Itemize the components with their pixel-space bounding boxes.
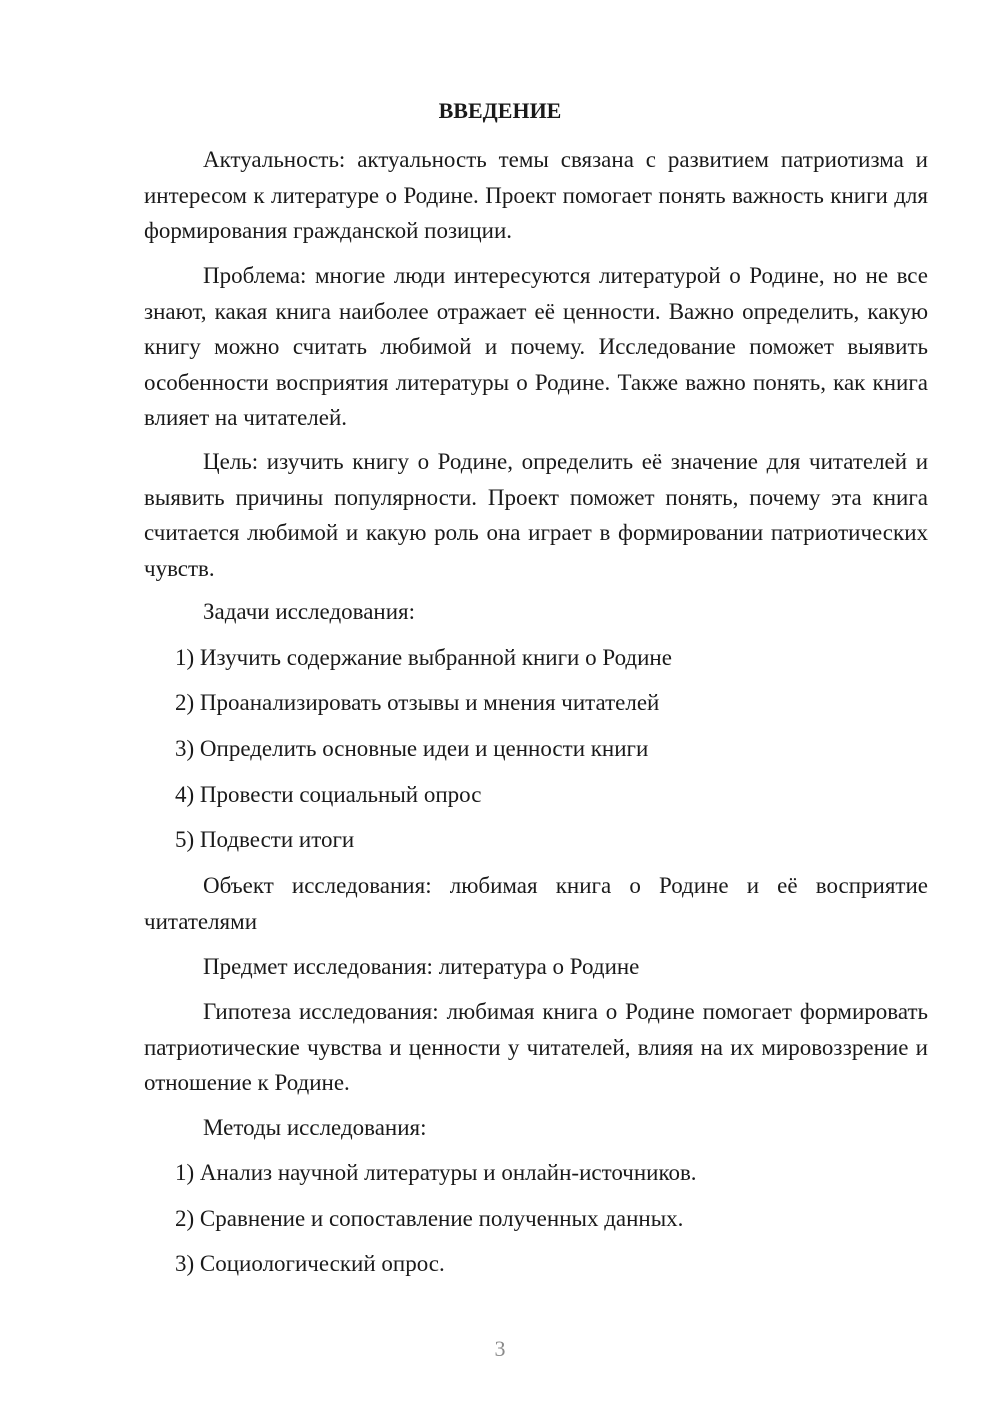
section-heading: ВВЕДЕНИЕ	[438, 98, 562, 123]
goal-paragraph: Цель: изучить книгу о Родине, определить её значение для читателей и выявить причины популярности. Проект поможет понять, почему эта книга считается любимой и какую роль она играет в формировании патриотических чувств.	[144, 449, 928, 581]
methods-title: Методы исследования:	[203, 1115, 427, 1140]
problem-paragraph: Проблема: многие люди интересуются литературой о Родине, но не все знают, какая книга наиболее отражает её ценности. Важно определить, какую книгу можно считать любимой и почему. Исследование поможет выявить особенности восприятия литературы о Родине. Также важно понять, как книга влияет на читателей.	[144, 263, 928, 430]
task-item: 5) Подвести итоги	[175, 827, 355, 852]
hypothesis-paragraph: Гипотеза исследования: любимая книга о Родине помогает формировать патриотические чувства и ценности у читателей, влияя на их мировоззрение и отношение к Родине.	[144, 999, 928, 1095]
task-item: 3) Определить основные идеи и ценности книги	[175, 736, 649, 761]
method-item: 2) Сравнение и сопоставление полученных данных.	[175, 1206, 684, 1231]
object-paragraph: Объект исследования: любимая книга о Родине и её восприятие читателями	[144, 873, 928, 934]
tasks-title: Задачи исследования:	[203, 599, 416, 624]
task-item: 2) Проанализировать отзывы и мнения читателей	[175, 690, 660, 715]
method-item: 1) Анализ научной литературы и онлайн-источников.	[175, 1160, 697, 1185]
task-item: 1) Изучить содержание выбранной книги о Родине	[175, 645, 672, 670]
relevance-paragraph: Актуальность: актуальность темы связана с развитием патриотизма и интересом к литературе о Родине. Проект помогает понять важность книги для формирования гражданской позиции.	[144, 147, 928, 243]
page-number: 3	[494, 1336, 506, 1361]
subject-line: Предмет исследования: литература о Родине	[203, 954, 640, 979]
task-item: 4) Провести социальный опрос	[175, 782, 482, 807]
method-item: 3) Социологический опрос.	[175, 1251, 445, 1276]
